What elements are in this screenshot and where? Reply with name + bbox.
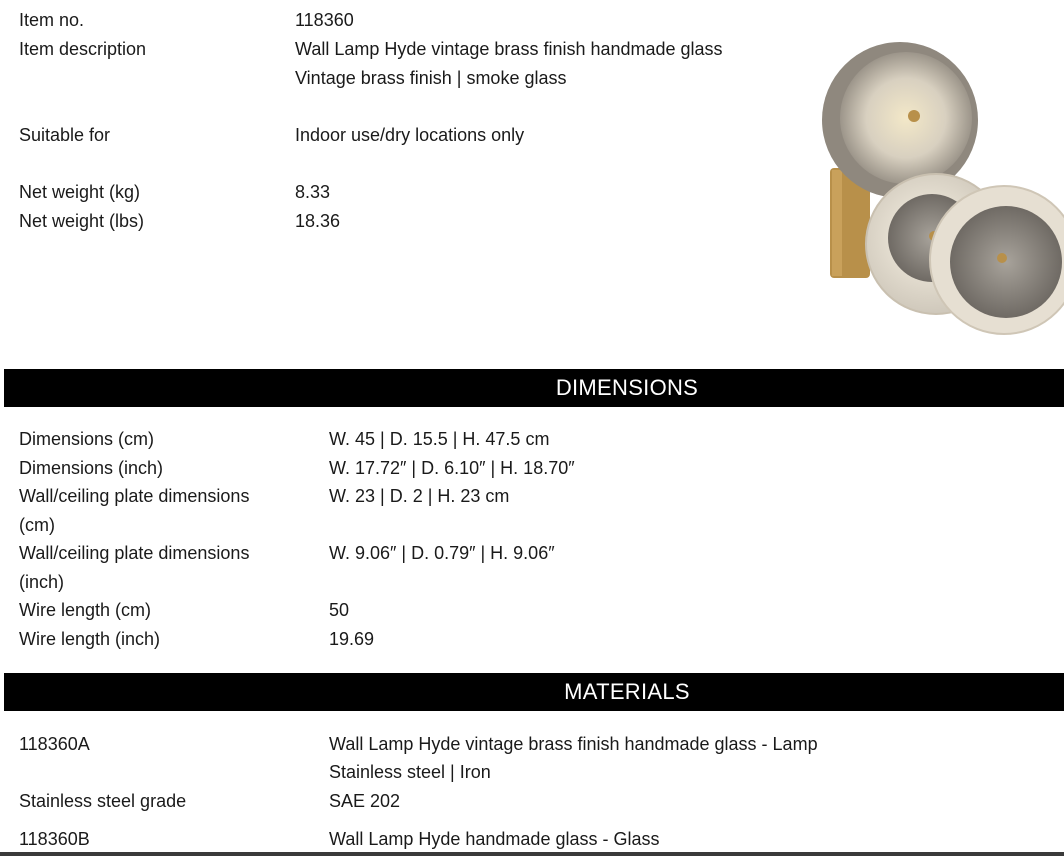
stainless-grade-value: SAE 202 (329, 791, 401, 811)
wire-length-inch-value: 19.69 (329, 629, 375, 649)
plate-cm-value: W. 23 | D. 2 | H. 23 cm (329, 486, 510, 506)
material-a-line1: Wall Lamp Hyde vintage brass finish handmade glass - Lamp (329, 734, 818, 754)
item-description-line2: Vintage brass finish | smoke glass (295, 68, 567, 88)
material-a-label: 118360A (19, 734, 90, 754)
dimensions-header: DIMENSIONS (555, 375, 699, 400)
materials-header: MATERIALS (564, 679, 690, 704)
wire-length-cm-value: 50 (329, 600, 350, 620)
item-description-line1: Wall Lamp Hyde vintage brass finish handmade glass (295, 39, 723, 59)
stainless-grade-label: Stainless steel grade (19, 791, 187, 811)
suitable-for-label: Suitable for (19, 125, 111, 145)
material-a-line2: Stainless steel | Iron (329, 762, 491, 782)
material-b-value: Wall Lamp Hyde handmade glass - Glass (329, 829, 660, 849)
net-weight-kg-label: Net weight (kg) (19, 182, 141, 202)
net-weight-lbs-label: Net weight (lbs) (19, 211, 145, 231)
dimensions-inch-value: W. 17.72″ | D. 6.10″ | H. 18.70″ (329, 458, 575, 478)
plate-inch-value: W. 9.06″ | D. 0.79″ | H. 9.06″ (329, 543, 555, 563)
item-no-value: 118360 (295, 10, 354, 30)
dimensions-cm-label: Dimensions (cm) (19, 429, 155, 449)
net-weight-kg-value: 8.33 (295, 182, 331, 202)
plate-cm-label-line1: Wall/ceiling plate dimensions (19, 486, 250, 506)
wire-length-inch-label: Wire length (inch) (19, 629, 161, 649)
product-image (818, 28, 1064, 358)
item-no-label: Item no. (19, 10, 85, 30)
plate-inch-label-line2: (inch) (19, 572, 65, 592)
dimensions-header-bar (4, 369, 1064, 407)
materials-header-bar (4, 673, 1064, 711)
item-description-label: Item description (19, 39, 147, 59)
dimensions-inch-label: Dimensions (inch) (19, 458, 164, 478)
dimensions-cm-value: W. 45 | D. 15.5 | H. 47.5 cm (329, 429, 550, 449)
wire-length-cm-label: Wire length (cm) (19, 600, 152, 620)
suitable-for-value: Indoor use/dry locations only (295, 125, 525, 145)
material-b-label: 118360B (19, 829, 90, 849)
plate-inch-label-line1: Wall/ceiling plate dimensions (19, 543, 250, 563)
net-weight-lbs-value: 18.36 (295, 211, 341, 231)
plate-cm-label-line2: (cm) (19, 515, 55, 535)
bottom-divider (0, 852, 1064, 856)
